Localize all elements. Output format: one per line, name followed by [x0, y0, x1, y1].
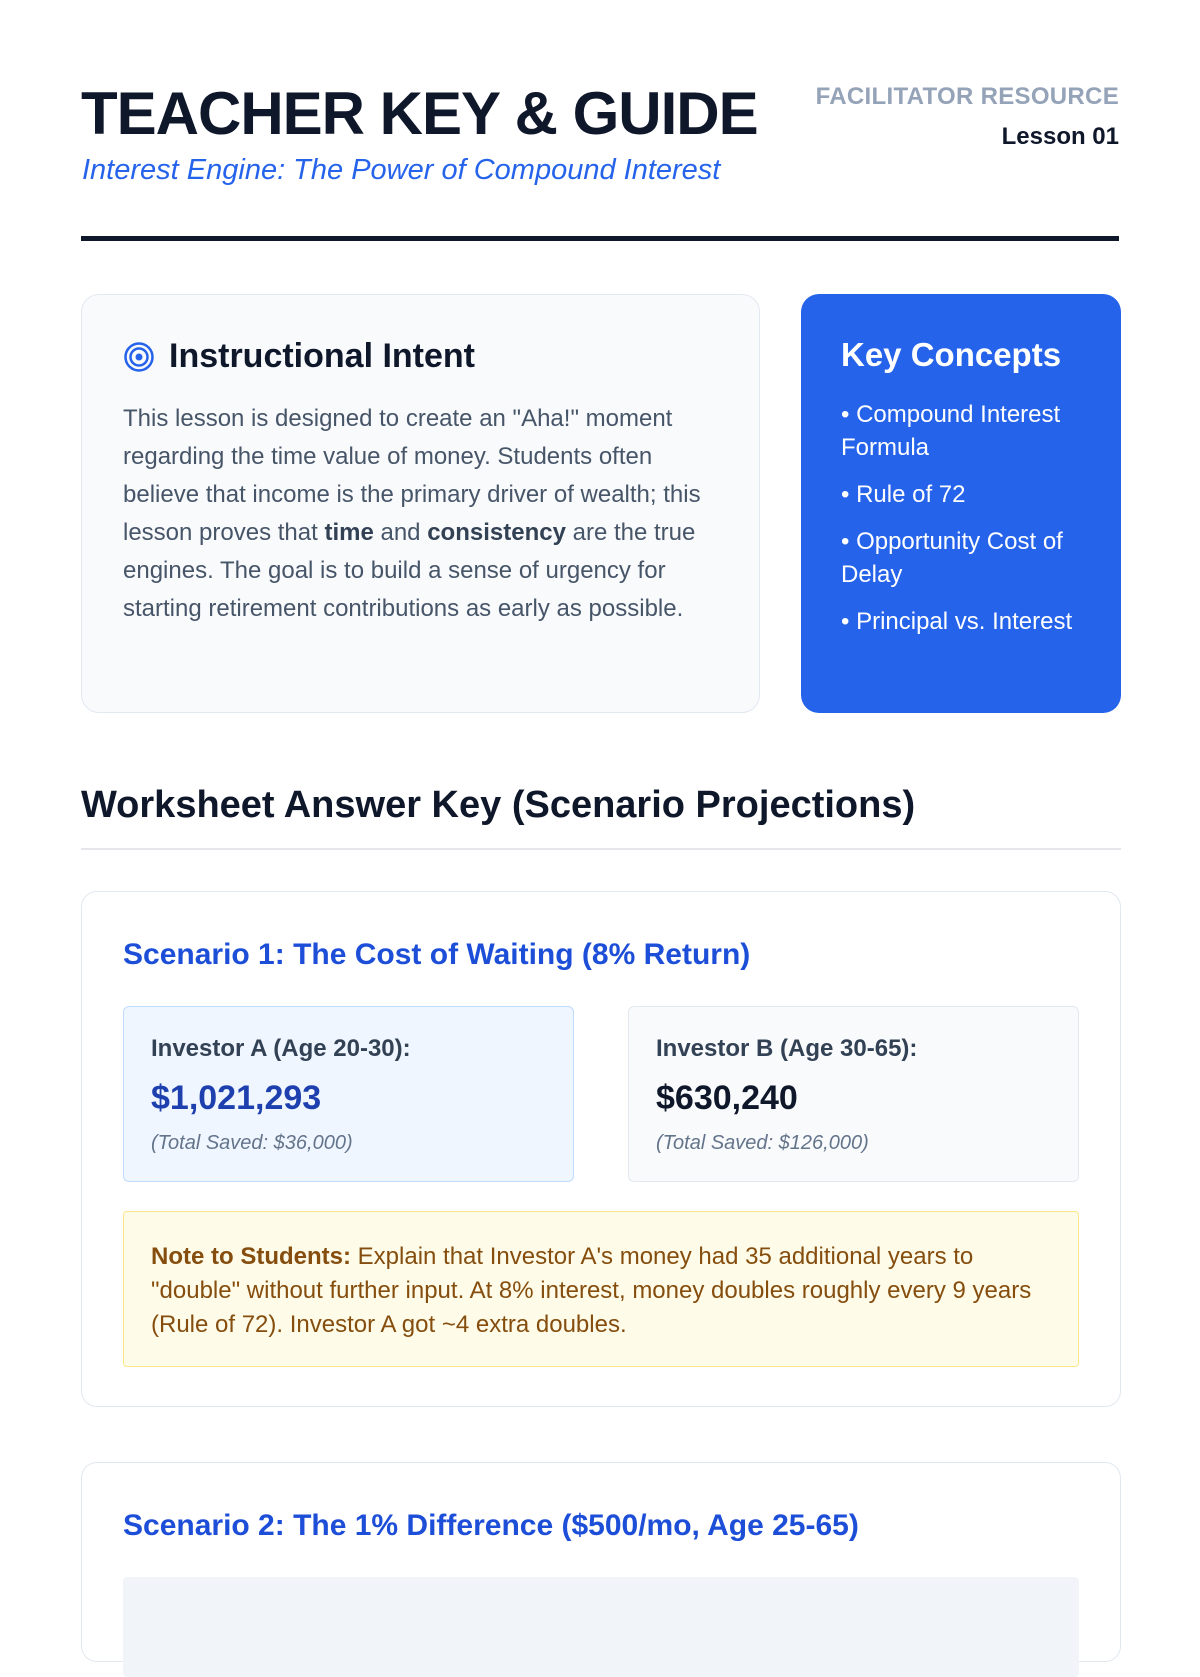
scenario-2-card: [81, 1462, 1121, 1662]
target-icon: [123, 341, 155, 373]
investor-b-box: [628, 1006, 1079, 1182]
scenario-1-card: [81, 891, 1121, 1407]
key-concepts-list: [841, 398, 1091, 638]
overview-row: [81, 294, 1121, 713]
investor-b-label: Investor B (Age 30-65):: [656, 1035, 918, 1062]
document-title: TEACHER KEY & GUIDE: [81, 80, 758, 147]
worksheet-section-title: Worksheet Answer Key (Scenario Projections): [81, 784, 916, 826]
investor-b-value: $630,240: [656, 1079, 798, 1117]
intent-text-part: and: [373, 519, 428, 546]
key-concept-item: • Rule of 72: [841, 481, 966, 508]
key-concept-item: • Opportunity Cost of Delay: [841, 528, 1063, 588]
investor-b-total: (Total Saved: $126,000): [656, 1132, 869, 1154]
investor-a-box: [123, 1006, 574, 1182]
resource-label: FACILITATOR RESOURCE: [815, 83, 1119, 110]
key-concepts-card: [801, 294, 1121, 713]
investor-a-total: (Total Saved: $36,000): [151, 1132, 353, 1154]
note-to-students: [123, 1211, 1079, 1367]
intent-text-part: This lesson is designed to create an "Aha!" moment regarding the time value of money. Students often believe that income is the primary driver of wealth; this lesson proves that: [123, 405, 701, 546]
key-concepts-title: Key Concepts: [841, 336, 1062, 373]
document-meta: [816, 83, 1119, 151]
lesson-number: Lesson 01: [1001, 123, 1119, 150]
scenario-1-title: Scenario 1: The Cost of Waiting (8% Return): [123, 938, 751, 971]
investor-a-label: Investor A (Age 20-30):: [151, 1035, 411, 1062]
intent-header: [123, 337, 719, 376]
note-label: Note to Students:: [151, 1243, 351, 1270]
document-subtitle: Interest Engine: The Power of Compound Interest: [82, 154, 721, 186]
instructional-intent-card: [81, 294, 760, 713]
scenario-2-title: Scenario 2: The 1% Difference ($500/mo, Age 25-65): [123, 1509, 859, 1542]
document-header: [81, 0, 1119, 241]
section-divider: [81, 848, 1121, 850]
investor-a-value: $1,021,293: [151, 1079, 322, 1117]
intent-emphasis-time: time: [324, 519, 374, 546]
scenario-2-content: [123, 1577, 1079, 1677]
intent-text-part: are the true engines. The goal is to build a sense of urgency for starting retirement contributions as early as possible.: [123, 519, 696, 622]
intent-title: Instructional Intent: [169, 337, 475, 375]
intent-emphasis-consistency: consistency: [427, 519, 566, 546]
key-concept-item: • Principal vs. Interest: [841, 608, 1073, 635]
intent-description: [123, 400, 723, 628]
note-text: Explain that Investor A's money had 35 additional years to "double" without further input. At 8% interest, money doubles roughly every 9 years (Rule of 72). Investor A got ~4 extra doubles.: [151, 1243, 1032, 1338]
key-concept-item: • Compound Interest Formula: [841, 401, 1061, 461]
